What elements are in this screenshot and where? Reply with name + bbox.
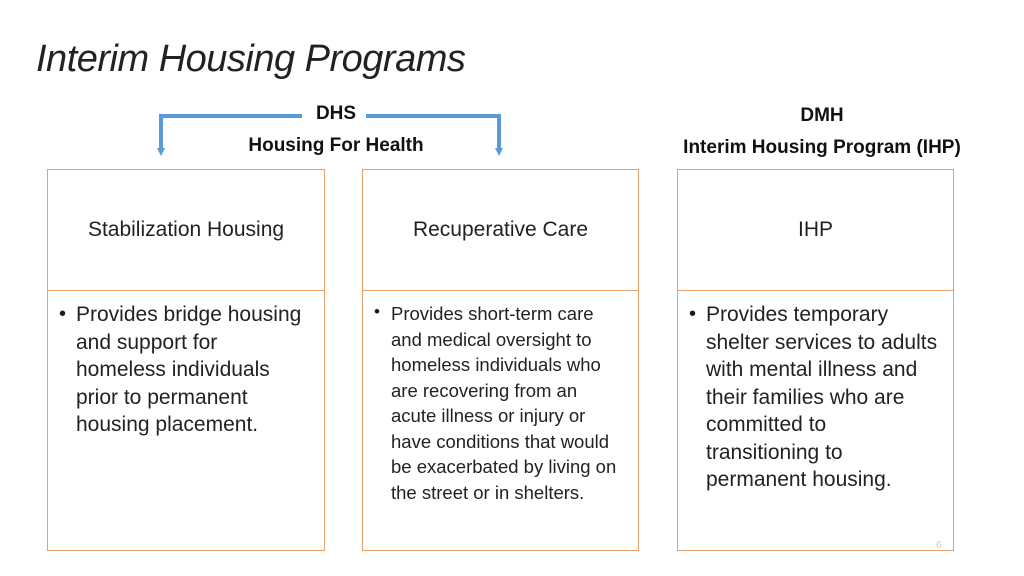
card-stabilization-housing (47, 169, 325, 551)
card-body (363, 291, 638, 505)
dhs-name: DHS (315, 103, 357, 124)
card-heading: Recuperative Care (363, 170, 638, 291)
dmh-label (650, 100, 994, 164)
dhs-label (216, 98, 456, 162)
card-description: Provides bridge housing and support for homeless individuals prior to permanent housing placement. (76, 303, 302, 436)
page-title: Interim Housing Programs (36, 38, 466, 80)
card-body (678, 291, 953, 494)
card-ihp (677, 169, 954, 551)
card-recuperative-care (362, 169, 639, 551)
bullet-icon: • (689, 303, 697, 325)
card-description: Provides short-term care and medical oversight to homeless individuals who are recovering from an acute illness or injury or have conditions that would be exacerbated by living on the street or in shelters. (391, 303, 617, 503)
page-number: 6 (936, 540, 942, 551)
card-body (48, 291, 324, 439)
dhs-program-name: Housing For Health (248, 135, 424, 156)
dmh-name: DMH (800, 105, 844, 126)
card-description: Provides temporary shelter services to adults with mental illness and their families who are committed to transitioning to permanent housing. (706, 303, 938, 491)
card-heading: IHP (678, 170, 953, 291)
bullet-icon: • (59, 303, 67, 325)
dmh-program-name: Interim Housing Program (IHP) (683, 137, 961, 158)
bullet-icon: • (374, 302, 380, 321)
card-heading: Stabilization Housing (48, 170, 324, 291)
